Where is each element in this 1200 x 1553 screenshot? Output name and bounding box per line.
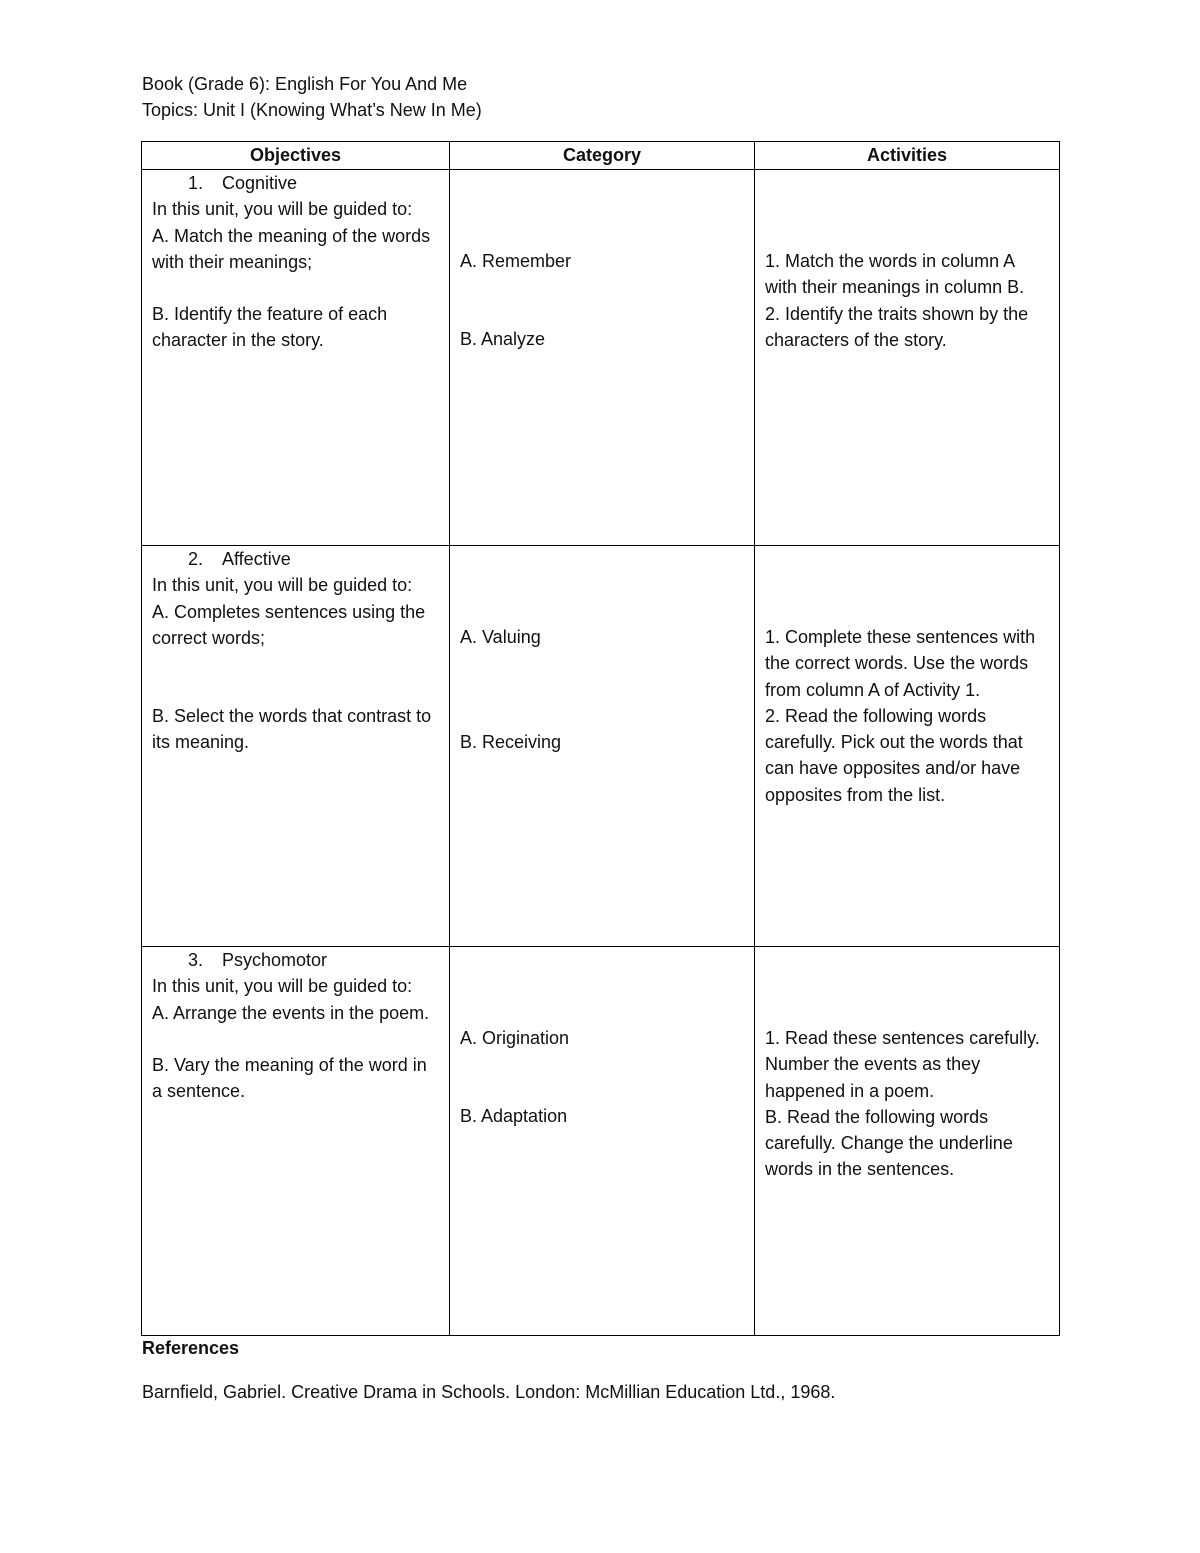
objectives-cell xyxy=(142,170,450,546)
objective-intro: In this unit, you will be guided to: xyxy=(152,575,413,596)
topics-line: Topics: Unit I (Knowing What’s New In Me) xyxy=(142,100,482,120)
objective-a: A. Completes sentences using the correct words; xyxy=(152,601,426,648)
objective-number: 2. xyxy=(188,549,204,569)
activity-a: 1. Complete these sentences with the correct words. Use the words from column A of Activity 1. xyxy=(765,627,1036,700)
objectives-cell xyxy=(142,947,450,1336)
objective-b: B. Vary the meaning of the word in a sentence. xyxy=(152,1054,427,1102)
objectives-cell xyxy=(142,546,450,947)
book-title: Book (Grade 6): English For You And Me xyxy=(142,74,468,94)
lesson-plan-table xyxy=(141,141,1060,1336)
reference-item: Barnfield, Gabriel. Creative Drama in Schools. London: McMillian Education Ltd., 1968. xyxy=(142,1382,836,1402)
table-row xyxy=(142,947,1060,1336)
objective-domain: Affective xyxy=(222,549,291,569)
objective-heading xyxy=(152,947,439,973)
activities-cell xyxy=(755,170,1060,546)
category-cell xyxy=(450,170,755,546)
column-header-activities: Activities xyxy=(755,142,1060,170)
objective-intro: In this unit, you will be guided to: xyxy=(152,199,413,220)
objective-a: A. Arrange the events in the poem. xyxy=(152,1002,430,1023)
table-header-row xyxy=(142,142,1060,170)
references-heading: References xyxy=(142,1338,240,1358)
category-a: A. Remember xyxy=(460,251,572,271)
objective-a: A. Match the meaning of the words with their meanings; xyxy=(152,225,431,272)
objective-heading xyxy=(152,546,439,572)
column-header-category: Category xyxy=(450,142,755,170)
objective-b: B. Identify the feature of each character in the story. xyxy=(152,304,388,351)
table-row xyxy=(142,546,1060,947)
objective-heading xyxy=(152,170,439,196)
category-b: B. Adaptation xyxy=(460,1106,568,1127)
objective-b: B. Select the words that contrast to its meaning. xyxy=(152,706,432,753)
objective-domain: Cognitive xyxy=(222,173,298,193)
objective-domain: Psychomotor xyxy=(222,950,328,970)
column-header-objectives: Objectives xyxy=(142,142,450,170)
category-cell xyxy=(450,947,755,1336)
activities-cell xyxy=(755,947,1060,1336)
objective-number: 3. xyxy=(188,950,204,970)
objective-number: 1. xyxy=(188,173,204,193)
category-cell xyxy=(450,546,755,947)
activity-b: 2. Identify the traits shown by the characters of the story. xyxy=(765,303,1029,350)
table-row xyxy=(142,170,1060,546)
category-b: B. Receiving xyxy=(460,732,562,753)
activity-b: B. Read the following words carefully. Change the underline words in the sentences. xyxy=(765,1106,1013,1180)
activity-a: 1. Read these sentences carefully. Number the events as they happened in a poem. xyxy=(765,1028,1040,1101)
activity-b: 2. Read the following words carefully. Pick out the words that can have opposites and/or have opposites from the list. xyxy=(765,705,1023,805)
objective-intro: In this unit, you will be guided to: xyxy=(152,976,413,997)
category-a: A. Valuing xyxy=(460,627,541,647)
activity-a: 1. Match the words in column A with their meanings in column B. xyxy=(765,251,1025,298)
category-a: A. Origination xyxy=(460,1028,570,1048)
activities-cell xyxy=(755,546,1060,947)
category-b: B. Analyze xyxy=(460,329,546,350)
